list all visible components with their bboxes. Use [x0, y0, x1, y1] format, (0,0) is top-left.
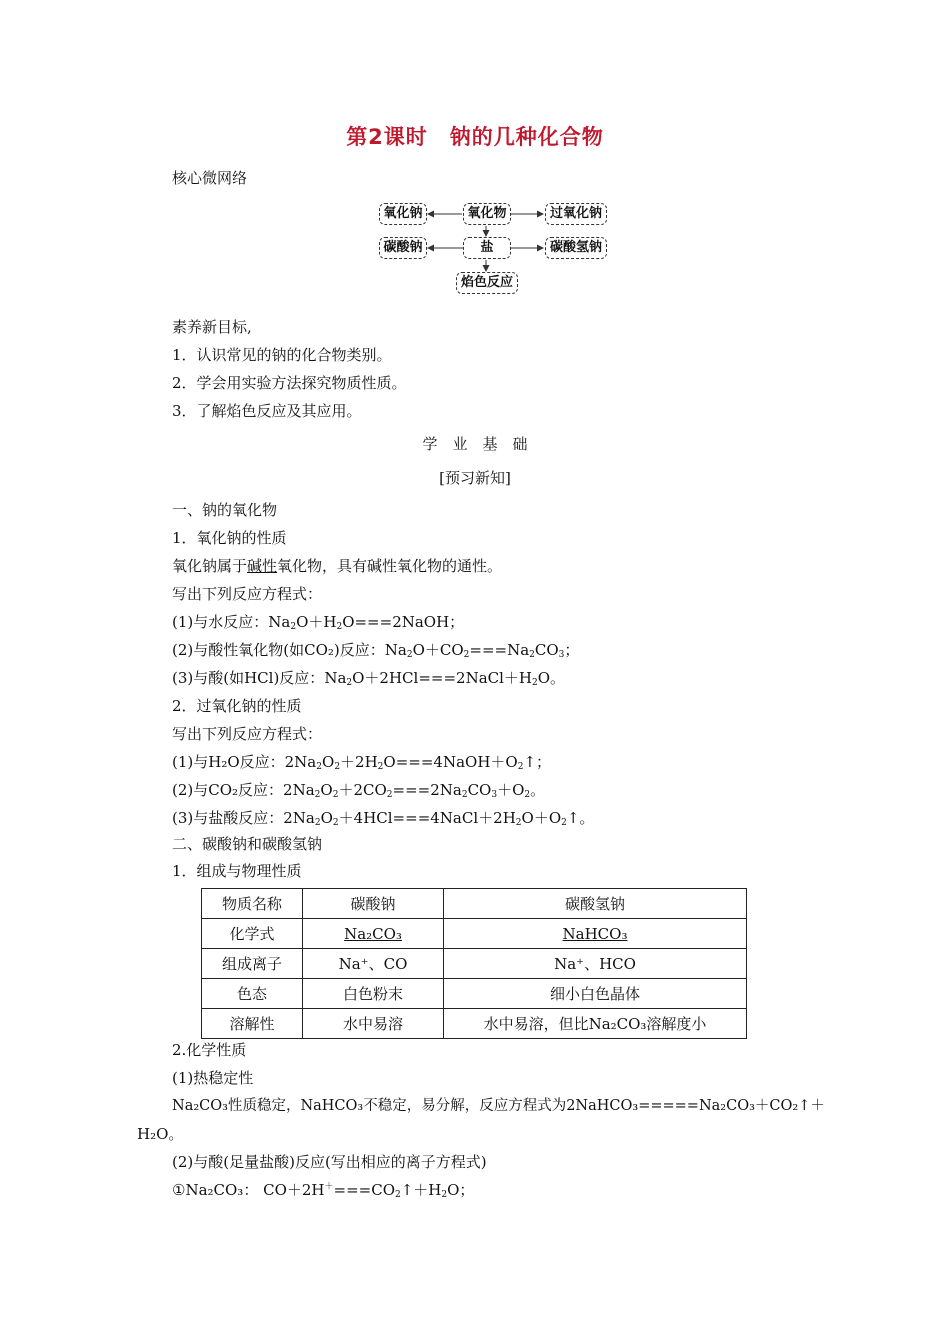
ionic-equation-line: ①Na₂CO₃： $CO+2H^+===CO_2↑+H_2O$；	[172, 1181, 475, 1200]
part2-heading: 二、碳酸钠和碳酸氢钠	[172, 835, 323, 853]
write-equations-prompt: 写出下列反应方程式：	[172, 585, 323, 603]
core-network-label: 核心微网络	[172, 169, 248, 187]
table-cell: Na⁺、HCO	[444, 949, 747, 979]
table-cell: 白色粉末	[303, 979, 444, 1009]
equation-line: (1)与H₂O反应：$2Na_2O_2+2H_2O===4NaOH+O_2↑$；	[172, 753, 552, 772]
diagram-node-sodium-peroxide: 过氧化钠	[545, 203, 607, 225]
table-cell: Na⁺、CO	[303, 949, 444, 979]
table-row	[202, 1009, 747, 1039]
diagram-node-sodium-oxide: 氧化钠	[379, 203, 427, 225]
table-header-cell: 碳酸钠	[303, 889, 444, 919]
chemical-properties-heading: 2.化学性质	[172, 1041, 247, 1059]
table-cell: 组成离子	[202, 949, 303, 979]
properties-table	[201, 888, 747, 1039]
equation-line: (1)与水反应：$Na_2O+H_2O===2NaOH$；	[172, 613, 465, 632]
subsection-title: [预习新知]	[439, 469, 511, 487]
table-cell: 溶解性	[202, 1009, 303, 1039]
diagram-node-sodium-bicarbonate: 碳酸氢钠	[545, 237, 607, 259]
table-cell: 水中易溶，但比Na₂CO₃溶解度小	[444, 1009, 747, 1039]
diagram-node-oxide: 氧化物	[463, 203, 511, 225]
table-cell: Na₂CO₃	[303, 919, 444, 949]
table-cell: 水中易溶	[303, 1009, 444, 1039]
table-header-row	[202, 889, 747, 919]
diagram-node-flame-test: 焰色反应	[456, 272, 518, 294]
goal-item: 3．了解焰色反应及其应用。	[172, 402, 362, 420]
thermal-stability-heading: (1)热稳定性	[172, 1069, 254, 1087]
sodium-peroxide-heading: 2．过氧化钠的性质	[172, 697, 302, 715]
thermal-stability-text: Na₂CO₃性质稳定，NaHCO₃不稳定，易分解，反应方程式为2NaHCO₃=====Na₂CO₃＋CO₂↑＋	[172, 1098, 825, 1114]
equation-line: (2)与CO₂反应：$2Na_2O_2+2CO_2===2Na_2CO_3+O_2$。	[172, 781, 546, 800]
equation-line: (2)与酸性氧化物(如CO₂)反应：$Na_2O+CO_2===Na_2CO_3$；	[172, 641, 580, 660]
page-title: 第2课时 钠的几种化合物	[346, 125, 604, 149]
table-cell: 化学式	[202, 919, 303, 949]
table-header-cell: 碳酸氢钠	[444, 889, 747, 919]
goal-item: 1．认识常见的钠的化合物类别。	[172, 346, 392, 364]
sodium-oxide-heading: 1．氧化钠的性质	[172, 529, 287, 547]
diagram-node-sodium-carbonate: 碳酸钠	[379, 237, 427, 259]
write-equations-prompt: 写出下列反应方程式：	[172, 725, 323, 743]
equation-line: (3)与酸(如HCl)反应：$Na_2O+2HCl===2NaCl+H_2O$。	[172, 669, 566, 688]
table-row	[202, 919, 747, 949]
diagram-node-salt: 盐	[463, 237, 511, 259]
table-row	[202, 979, 747, 1009]
thermal-stability-text-cont: H₂O。	[137, 1125, 184, 1143]
composition-heading: 1．组成与物理性质	[172, 862, 302, 880]
equation-line: (3)与盐酸反应：$2Na_2O_2+4HCl===4NaCl+2H_2O+O_2↑$。	[172, 809, 595, 828]
table-cell: NaHCO₃	[444, 919, 747, 949]
section-title: 学 业 基 础	[422, 435, 528, 453]
table-cell: 色态	[202, 979, 303, 1009]
goal-item: 2．学会用实验方法探究物质性质。	[172, 374, 407, 392]
table-row	[202, 949, 747, 979]
sodium-oxide-desc: 氧化钠属于碱性氧化物，具有碱性氧化物的通性。	[172, 557, 503, 575]
table-header-cell: 物质名称	[202, 889, 303, 919]
part1-heading: 一、钠的氧化物	[172, 501, 278, 519]
goals-heading: 素养新目标,	[172, 318, 252, 336]
acid-reaction-heading: (2)与酸(足量盐酸)反应(写出相应的离子方程式)	[172, 1153, 487, 1171]
table-cell: 细小白色晶体	[444, 979, 747, 1009]
